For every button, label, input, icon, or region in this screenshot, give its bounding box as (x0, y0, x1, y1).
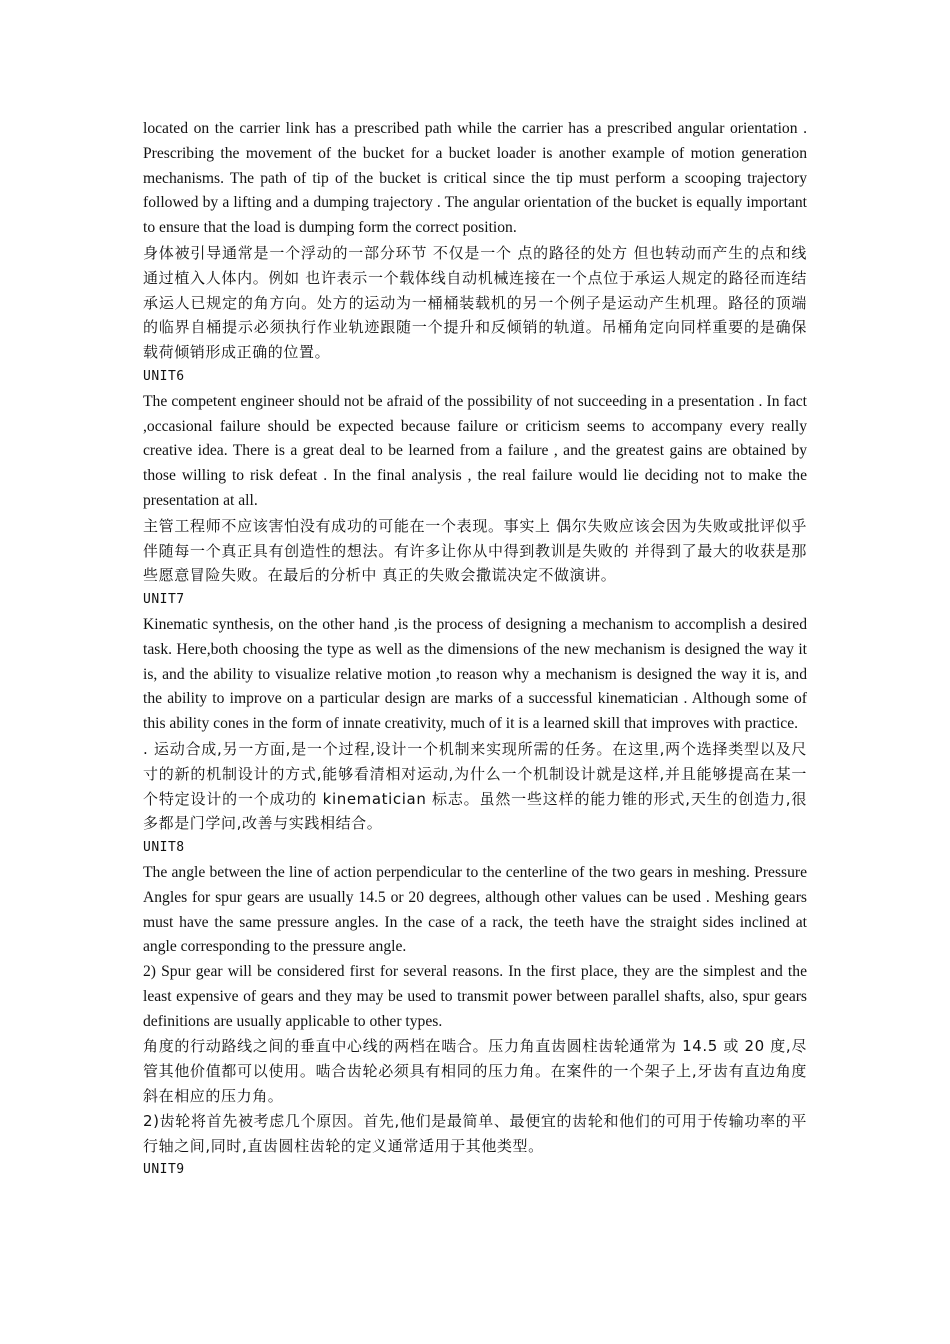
unit6-english-paragraph: The competent engineer should not be afraid of the possibility of not succeeding in a presentation . In fact ,occasional failure should be expected because failure or criticism seems to accompany every really creative idea. There is a great deal to be learned from a failure , and the greatest gains are obtained by those willing to risk defeat . In the final analysis , the real failure would lie deciding not to make the presentation at all. (143, 392, 807, 509)
unit8-english-paragraph-1: The angle between the line of action perpendicular to the centerline of the two gears in meshing. Pressure Angles for spur gears are usually 14.5 or 20 degrees, although other values can be used . Meshing gears must have the same pressure angles. In the case of a rack, the teeth have the straight sides inclined at angle corresponding to the pressure angle. (143, 863, 807, 956)
unit7-chinese-paragraph: . 运动合成,另一方面,是一个过程,设计一个机制来实现所需的任务。在这里,两个选择类型以及尺寸的新的机制设计的方式,能够看清相对运动,为什么一个机制设计就是这样,并且能够提高在某一个特定设计的一个成功的 kinematician 标志。虽然一些这样的能力锥的形式,天生的创造力,很多都是门学问,改善与实践相结合。 (143, 739, 807, 833)
unit9-heading: UNIT9 (143, 1162, 185, 1178)
unit6-heading: UNIT6 (143, 368, 185, 384)
unit8-chinese-paragraph-2: 2)齿轮将首先被考虑几个原因。首先,他们是最简单、最便宜的齿轮和他们的可用于传输功率的平行轴之间,同时,直齿圆柱齿轮的定义通常适用于其他类型。 (143, 1111, 807, 1155)
unit5-chinese-paragraph: 身体被引导通常是一个浮动的一部分环节 不仅是一个 点的路径的处方 但也转动而产生的点和线通过植入人体内。例如 也许表示一个载体线自动机械连接在一个点位于承运人规定的路径而连结承运人已规定的角方向。处方的运动为一桶桶装载机的另一个例子是运动产生机理。路径的顶端的临界自桶提示必须执行作业轨迹跟随一个提升和反倾销的轨道。吊桶角定向同样重要的是确保载荷倾销形成正确的位置。 (143, 243, 807, 362)
unit7-english-paragraph: Kinematic synthesis, on the other hand ,is the process of designing a mechanism to accomplish a desired task. Here,both choosing the type as well as the dimensions of the new mechanism is designed the way it is, and the ability to visualize relative motion ,to reason why a mechanism is designed the way it is, and the ability to improve on a particular design are marks of a successful kinematician . Although some of this ability cones in the form of innate creativity, much of it is a learned skill that improves with practice. (143, 615, 807, 733)
unit8-english-paragraph-2: 2) Spur gear will be considered first for several reasons. In the first place, they are the simplest and the least expensive of gears and they may be used to transmit power between parallel shafts, also, spur gears definitions are usually applicable to other types. (143, 963, 807, 1030)
unit6-chinese-paragraph: 主管工程师不应该害怕没有成功的可能在一个表现。事实上 偶尔失败应该会因为失败或批评似乎伴随每一个真正具有创造性的想法。有许多让你从中得到教训是失败的 并得到了最大的收获是那些愿意冒险失败。在最后的分析中 真正的失败会撒谎决定不做演讲。 (143, 516, 807, 585)
unit8-chinese-paragraph-1: 角度的行动路线之间的垂直中心线的两档在啮合。压力角直齿圆柱齿轮通常为 14.5 或 20 度,尽管其他价值都可以使用。啮合齿轮必须具有相同的压力角。在案件的一个架子上,牙齿有直边角度斜在相应的压力角。 (143, 1037, 807, 1106)
unit7-heading: UNIT7 (143, 592, 185, 608)
unit5-english-paragraph: located on the carrier link has a prescribed path while the carrier has a prescribed angular orientation . Prescribing the movement of the bucket for a bucket loader is another example of motion generation mechanisms. The path of tip of the bucket is critical since the tip must perform a scooping trajectory followed by a lifting and a dumping trajectory . The angular orientation of the bucket is equally important to ensure that the load is dumping form the correct position. (143, 120, 807, 237)
unit8-heading: UNIT8 (143, 840, 185, 856)
